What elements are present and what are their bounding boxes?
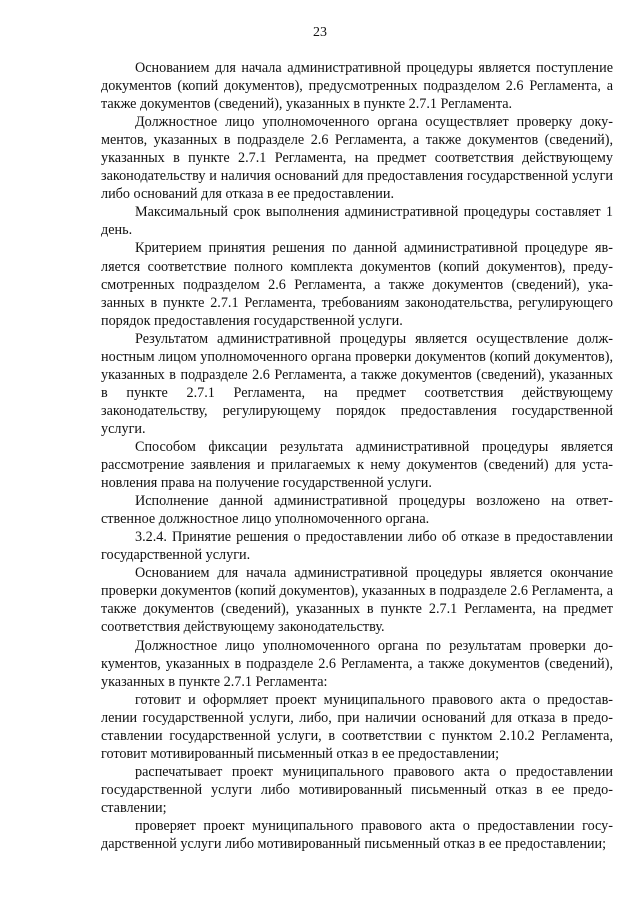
paragraph: Максимальный срок выполнения административной процедуры составляет 1 день. [101, 204, 613, 239]
paragraph: Исполнение данной административной процедуры возложено на ответственное должностное лицо уполномоченного органа. [101, 493, 613, 528]
paragraph: Критерием принятия решения по данной административной процедуре является соответствие полного комплекта документов (копий документов), предусмотренных подразделом 2.6 Регламента, а также документов (сведений), указанных в пункте 2.7.1 Регламента, требованиям законодательства, регулирующего порядок предоставления государственной услуги. [101, 240, 613, 329]
section-heading-3-2-4: 3.2.4. Принятие решения о предоставлении либо об отказе в предоставлении государственной услуги. [101, 529, 613, 564]
paragraph: Результатом административной процедуры является осуществление должностным лицом уполномоченного органа проверки документов (копий документов), указанных в подразделе 2.6 Регламента, а также документов (сведений), указанных в пункте 2.7.1 Регламента, на предмет соответствия действующему законодательству, регулирующему порядок предоставления государственной услуги. [101, 330, 613, 437]
paragraph: Основанием для начала административной процедуры является окончание проверки документов (копий документов), указанных в подразделе 2.6 Регламента, а также документов (сведений), указанных в пункте 2.7.1 Регламента, на предмет соответствия действующему законодательству. [101, 565, 613, 636]
list-item: проверяет проект муниципального правового акта о предоставлении государственной услуги либо мотивированный письменный отказ в ее предоставлении; [101, 817, 613, 853]
paragraph: Способом фиксации результата административной процедуры является рассмотрение заявления и прилагаемых к нему документов (сведений) для установления права на получение государственной услуги. [101, 438, 613, 492]
document-body [101, 59, 613, 853]
list-item: готовит и оформляет проект муниципального правового акта о предоставлении государственной услуги, либо, при наличии оснований для отказа в предоставлении государственной услуги, в соответствии с пунктом 2.10.2 Регламента, готовит мотивированный письменный отказ в ее предоставлении; [101, 691, 613, 762]
paragraph: Должностное лицо уполномоченного органа осуществляет проверку документов, указанных в подразделе 2.6 Регламента, а также документов (сведений), указанных в пункте 2.7.1 Регламента, на предмет соответствия действующему законодательству и наличия оснований для предоставления государственной услуги либо оснований для отказа в ее предоставлении. [101, 114, 613, 203]
list-item: распечатывает проект муниципального правового акта о предоставлении государственной услуги либо мотивированный письменный отказ в ее предоставлении; [101, 763, 613, 816]
paragraph: Основанием для начала административной процедуры является поступление документов (копий документов), предусмотренных подразделом 2.6 Регламента, а также документов (сведений), указанных в пункте 2.7.1 Регламента. [101, 60, 613, 113]
page-number: 23 [313, 25, 327, 40]
paragraph: Должностное лицо уполномоченного органа по результатам проверки документов, указанных в подразделе 2.6 Регламента, а также документов (сведений), указанных в пункте 2.7.1 Регламента: [101, 637, 613, 690]
